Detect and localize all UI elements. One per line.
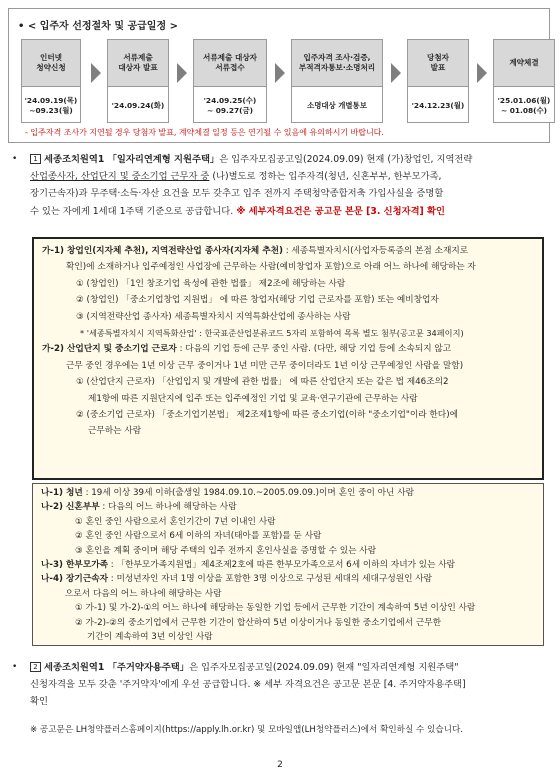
page-number: 2 xyxy=(277,760,283,770)
section1-line: 장기근속자)과 무주택·소득·자산 요건을 모두 갖추고 입주 전까지 주택청약종합저축 가입사실을 증명할 xyxy=(30,188,444,200)
box-text-run: : 19세 이상 39세 이하(출생일 1984.09.10.~2005.09.09.)이며 혼인 중이 아닌 사람 xyxy=(82,488,414,498)
section2-text-run: 은 입주자모집공고일(2024.09.09) 현재 "일자리연계형 지원주택" xyxy=(189,662,459,673)
process-steps xyxy=(21,39,551,123)
eligibility-box-b xyxy=(32,483,544,646)
box-line: 기간이 계속하여 3년 이상인 사람 xyxy=(87,632,213,643)
footer-note: ※ 공고문은 LH청약플러스홈페이지(https://apply.lh.or.kr) 및 모바일앱(LH청약플러스)에서 확인하실 수 있습니다. xyxy=(30,725,463,735)
step-2 xyxy=(107,39,169,123)
section2-line: 신청자격을 모두 갖춘 '주거약자'에게 우선 공급합니다. ※ 세부 자격요건은 공고문 본문 [4. 주거약자용주택] xyxy=(30,679,466,691)
box-line xyxy=(41,558,537,572)
arrow-icon xyxy=(275,63,285,83)
box-line xyxy=(42,243,538,259)
step-head: 인터넷 청약신청 xyxy=(22,40,80,87)
box-text-run: : 미성년자인 자녀 1명 이상을 포함한 3명 이상으로 구성된 세대의 세대구성원인 사람 xyxy=(108,574,433,585)
box-heading: 가-2) 산업단지 및 중소기업 근로자 xyxy=(42,344,177,355)
step-6 xyxy=(493,39,555,123)
box-line: ② 혼인 중인 사람으로서 6세 이하의 자녀(태아를 포함)를 둔 사람 xyxy=(75,531,322,542)
section1-heading: 세종조치원역1 「일자리연계형 지원주택」 xyxy=(44,154,220,165)
step-date: '24.09.25(수) ~ 09.27(금) xyxy=(203,95,257,115)
box-heading: 가-1) 창업인(지자체 추천), 지역전략산업 종사자(지자체 추천) xyxy=(42,246,283,256)
step-head: 서류제출 대상자 발표 xyxy=(108,40,168,87)
step-date: '24.09.24(화) xyxy=(111,100,165,110)
section1-text-run: 수 있는 자에게 1세대 1주택 기준으로 공급합니다. xyxy=(30,205,234,217)
box-line: ② 가-2)-②의 중소기업에서 근무한 기간이 합산하여 5년 이상이거나 동일한 중소기업에서 근무한 xyxy=(75,617,442,628)
section1-underlined: 산업종사자, 산업단지 및 중소기업 근무자 중 xyxy=(30,171,210,183)
box-heading: 나-1) 청년 xyxy=(41,488,83,498)
section1-text-run: 은 입주자모집공고일(2024.09.09) 현재 (가)창업인, 지역전략 xyxy=(219,154,473,165)
box-text-run: : 세종특별자치시(사업자등록증의 본점 소재지로 xyxy=(282,246,469,256)
step-date: '25.01.06(월) ~ 01.08(수) xyxy=(497,95,551,115)
step-head: 서류제출 대상자 서류접수 xyxy=(194,40,266,87)
box-b-lines xyxy=(41,486,537,644)
box-line: ① 혼인 중인 사람으로서 혼인기간이 7년 이내인 사람 xyxy=(75,516,276,527)
box-line: 으로서 다음의 어느 하나에 해당하는 사람 xyxy=(65,588,222,599)
box-line xyxy=(41,572,537,586)
step-date: '24.12.23(월) xyxy=(411,100,465,110)
step-5 xyxy=(407,39,469,123)
section2-heading: 세종조치원역1 「주거약자용주택」 xyxy=(44,662,190,673)
section1-bullet: • xyxy=(12,154,18,164)
step-date: 소명대상 개별통보 xyxy=(307,100,367,110)
step-3 xyxy=(193,39,267,123)
process-box xyxy=(8,8,550,143)
section-number: 1 xyxy=(30,154,41,164)
box-line: ② (창업인) 「중소기업창업 지원법」 에 따른 창업자(해당 기업 근로자를 포함) 또는 예비창업자 xyxy=(76,295,439,306)
box-heading: 나-3) 한부모가족 xyxy=(41,560,108,571)
section-number: 2 xyxy=(30,662,41,672)
box-line: ① 가-1) 및 가-2)-①의 어느 하나에 해당하는 동일한 기업 등에서 근무한 기간이 계속하여 5년 이상인 사람 xyxy=(75,603,476,614)
section1-text-run: (나)별도로 정하는 입주자격(청년, 신혼부부, 한부모가족, xyxy=(209,171,442,183)
box-line: 근무 중인 경우에는 1년 이상 근무 중이거나 1년 미만 근무 중이더라도 1년 이상 근무예정인 사람을 말함) xyxy=(66,360,464,371)
box-line: 근무하는 사람 xyxy=(88,426,142,437)
step-head: 입주자격 조사·검증, 부적격자통보·소명처리 xyxy=(292,40,382,87)
box-text-run: : 다음의 기업 등에 근무 중인 사람. (다만, 해당 기업 등에 소속되지 않고 xyxy=(176,344,452,355)
box-line xyxy=(42,341,538,357)
arrow-icon xyxy=(391,63,401,83)
step-4 xyxy=(291,39,383,123)
box-text-run: : 「한부모가족지원법」제4조제2호에 따른 한부모가족으로서 6세 이하의 자녀가 있는 사람 xyxy=(108,560,456,571)
box-line: ① (산업단지 근로자) 「산업입지 및 개발에 관한 법률」 에 따른 산업단지 또는 같은 법 제46조의2 xyxy=(76,377,449,388)
step-head: 계약체결 xyxy=(494,40,554,87)
box-heading: 나-2) 신혼부부 xyxy=(41,502,100,513)
arrow-icon xyxy=(477,63,487,83)
section1-text xyxy=(30,151,550,220)
box-line: * '세종특별자치시 지역특화산업' : 한국표준산업분류코드 5자리 포함하여 목록 별도 첨부(공고문 34페이지) xyxy=(80,328,464,339)
box-line: 확인)에 소재하거나 입주예정인 사업장에 근무하는 사람(예비창업자 포함)으로 아래 어느 하나에 해당하는 자 xyxy=(66,262,476,273)
section2-bullet: • xyxy=(12,662,18,672)
box-line: ③ (지역전략산업 종사자) 세종특별자치시 지역특화산업에 종사하는 사람 xyxy=(76,311,351,322)
section1-line xyxy=(30,203,550,220)
eligibility-box-a xyxy=(32,237,544,480)
process-note: - 입주자격 조사가 지연될 경우 당첨자 발표, 계약체결 일정 등은 연기될 수 있음에 유의하시기 바랍니다. xyxy=(25,127,384,137)
step-date: '24.09.19(목) ~09.23(월) xyxy=(24,95,78,115)
section2-line xyxy=(30,659,550,676)
box-a-lines xyxy=(42,243,538,440)
section1-line xyxy=(30,168,550,185)
box-heading: 나-4) 장기근속자 xyxy=(41,574,108,585)
section2-text xyxy=(30,659,550,711)
box-line: 제1항에 따른 지원단지에 입주 또는 입주예정인 기업 및 교육·연구기관에 근무하는 사람 xyxy=(88,393,418,404)
section1-reference: ※ 세부자격요건은 공고문 본문 [3. 신청자격] 확인 xyxy=(233,205,446,217)
section1-line xyxy=(30,151,550,168)
box-line: ② (중소기업 근로자) 「중소기업기본법」 제2조제1항에 따른 중소기업(이하 "중소기업"이라 한다)에 xyxy=(76,410,458,421)
section2-line: 확인 xyxy=(30,696,48,708)
box-line: ③ 혼인을 계획 중이며 해당 주택의 입주 전까지 혼인사실을 증명할 수 있는 사람 xyxy=(75,545,377,556)
step-1 xyxy=(21,39,81,123)
arrow-icon xyxy=(91,63,101,83)
box-line: ① (창업인) 「1인 창조기업 육성에 관한 법률」 제2조에 해당하는 사람 xyxy=(76,278,346,289)
box-line xyxy=(41,500,537,514)
step-head: 당첨자 발표 xyxy=(408,40,468,87)
process-title: • < 입주자 선정절차 및 공급일정 > xyxy=(18,21,178,32)
arrow-icon xyxy=(177,63,187,83)
box-line xyxy=(41,486,537,500)
box-text-run: : 다음의 어느 하나에 해당하는 사람 xyxy=(99,502,237,513)
